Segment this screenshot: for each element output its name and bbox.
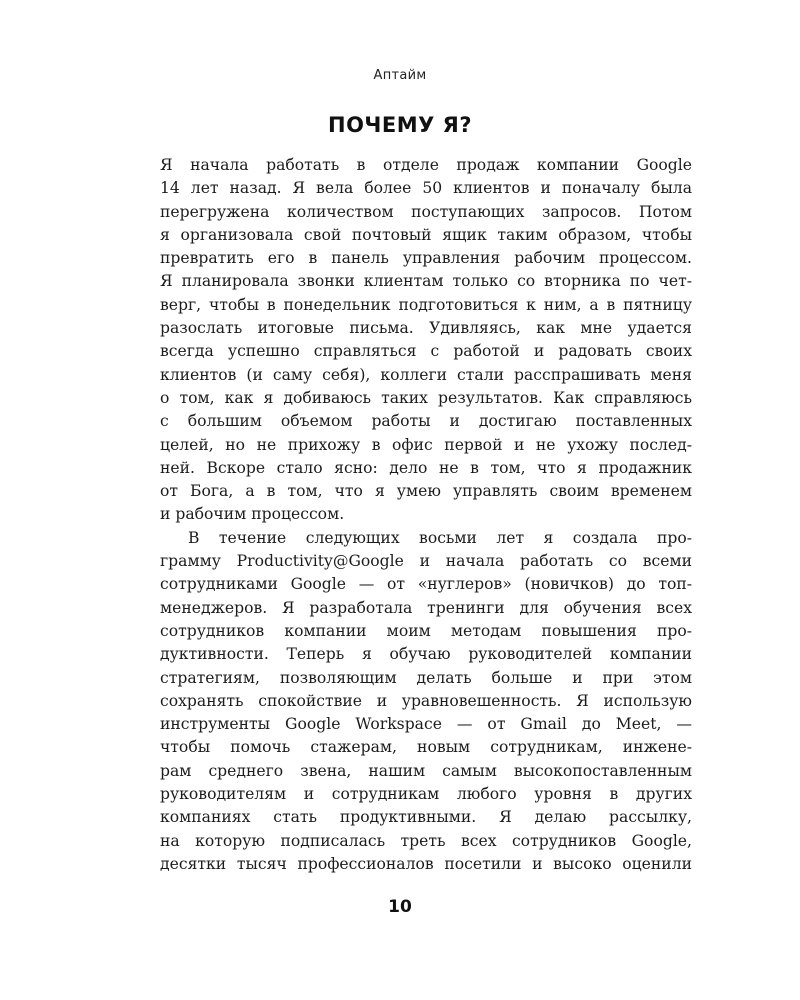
paragraph-1 [160,154,692,527]
text-line: инструменты Google Workspace — от Gmail до Meet, — [160,715,692,734]
text-line: я организовала свой почтовый ящик таким образом, чтобы [160,225,692,244]
text-line: с большим объемом работы и достигаю поставленных [160,412,692,431]
text-line: дуктивности. Теперь я обучаю руководителей компании [160,645,692,664]
text-line: сотрудников компании моим методам повышения про- [160,621,692,640]
text-line: превратить его в панель управления рабочим процессом. [160,249,692,268]
text-line: рам среднего звена, нашим самым высокопоставленным [160,761,692,780]
text-line: и рабочим процессом. [160,505,345,524]
text-line: верг, чтобы в понедельник подготовиться к ним, а в пятницу [160,295,692,314]
text-line: ней. Вскоре стало ясно: дело не в том, что я продажник [160,458,692,477]
text-line: чтобы помочь стажерам, новым сотрудникам, инжене- [160,738,692,757]
text-line: разослать итоговые письма. Удивляясь, как мне удается [160,319,692,338]
text-line: сохранять спокойствие и уравновешенность. Я использую [160,691,692,710]
text-line: клиентов (и саму себя), коллеги стали расспрашивать меня [160,365,692,384]
paragraph-2 [160,527,692,876]
text-line: целей, но не прихожу в офис первой и не ухожу послед- [160,435,692,454]
text-line: 14 лет назад. Я вела более 50 клиентов и поначалу была [160,179,692,198]
page-number: 10 [388,897,412,917]
text-line: на которую подписалась треть всех сотрудников Google, [160,831,692,850]
chapter-title: ПОЧЕМУ Я? [328,113,472,137]
text-line: стратегиям, позволяющим делать больше и при этом [160,668,692,687]
text-line: сотрудниками Google — от «нуглеров» (новичков) до топ- [160,575,692,594]
text-line: руководителям и сотрудникам любого уровня в других [160,785,692,804]
text-line: менеджеров. Я разработала тренинги для обучения всех [160,598,692,617]
body-text [160,154,692,876]
text-line: от Бога, а в том, что я умею управлять своим временем [160,482,692,501]
text-line: десятки тысяч профессионалов посетили и высоко оценили [160,854,692,873]
text-line: Я начала работать в отделе продаж компании Google [160,156,692,174]
text-line: В течение следующих восьми лет я создала про- [188,528,692,547]
text-line: о том, как я добиваюсь таких результатов. Как справляюсь [160,388,692,407]
text-line: компаниях стать продуктивными. Я делаю рассылку, [160,808,692,827]
running-head: Аптайм [373,68,427,83]
text-line: грамму Productivity@Google и начала работать со всеми [160,552,692,571]
text-line: Я планировала звонки клиентам только со вторника по чет- [160,272,692,291]
text-line: всегда успешно справляться с работой и радовать своих [160,342,692,361]
text-line: перегружена количеством поступающих запросов. Потом [160,202,692,221]
